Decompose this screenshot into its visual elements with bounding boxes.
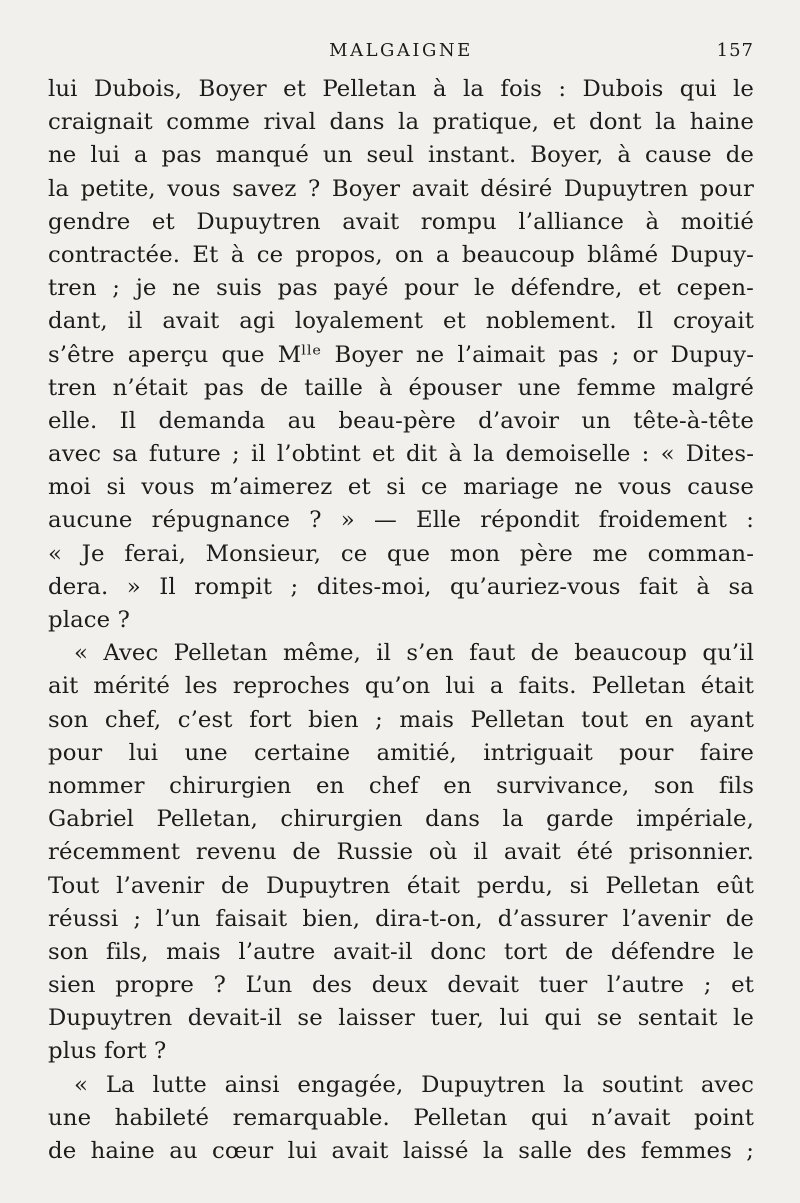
- body-text: [48, 73, 754, 1168]
- text-line: place ?: [48, 607, 130, 633]
- running-title: MALGAIGNE: [329, 40, 473, 61]
- text-line: dera. » Il rompit ; dites-moi, qu’auriez-vous fait à sa: [48, 573, 754, 600]
- text-line: pour lui une certaine amitié, intriguait pour faire: [48, 739, 754, 766]
- text-line: ait mérité les reproches qu’on lui a faits. Pelletan était: [48, 673, 754, 700]
- text-line: elle. Il demanda au beau-père d’avoir un tête-à-tête: [48, 407, 754, 434]
- text-line: s’être aperçu que Mˡˡᵉ Boyer ne l’aimait pas ; or Dupuy-: [48, 341, 754, 368]
- text-line: « Avec Pelletan même, il s’en faut de beaucoup qu’il: [74, 640, 754, 667]
- text-line: « Je ferai, Monsieur, ce que mon père me comman-: [48, 540, 754, 567]
- text-line: nommer chirurgien en chef en survivance, son fils: [48, 772, 754, 799]
- text-line: tren ; je ne suis pas payé pour le défendre, et cepen-: [48, 275, 754, 302]
- text-line: aucune répugnance ? » — Elle répondit froidement :: [48, 507, 754, 534]
- text-line: ne lui a pas manqué un seul instant. Boyer, à cause de: [48, 142, 754, 169]
- text-line: gendre et Dupuytren avait rompu l’alliance à moitié: [48, 208, 754, 235]
- text-line: de haine au cœur lui avait laissé la salle des femmes ;: [48, 1138, 754, 1164]
- page-header: [48, 40, 754, 68]
- text-line: contractée. Et à ce propos, on a beaucoup blâmé Dupuy-: [48, 241, 754, 268]
- text-line: avec sa future ; il l’obtint et dit à la demoiselle : « Dites-: [48, 441, 754, 468]
- text-line: dant, il avait agi loyalement et noblement. Il croyait: [48, 308, 754, 335]
- text-line: Tout l’avenir de Dupuytren était perdu, si Pelletan eût: [48, 872, 754, 899]
- text-line: lui Dubois, Boyer et Pelletan à la fois : Dubois qui le: [48, 76, 754, 102]
- text-line: son chef, c’est fort bien ; mais Pelletan tout en ayant: [48, 706, 754, 733]
- text-line: moi si vous m’aimerez et si ce mariage ne vous cause: [48, 474, 754, 501]
- text-line: « La lutte ainsi engagée, Dupuytren la soutint avec: [74, 1071, 754, 1098]
- text-line: une habileté remarquable. Pelletan qui n’avait point: [48, 1104, 754, 1131]
- text-line: Gabriel Pelletan, chirurgien dans la garde impériale,: [48, 806, 754, 833]
- text-line: craignait comme rival dans la pratique, et dont la haine: [48, 109, 754, 136]
- page-number: 157: [716, 40, 754, 61]
- text-line: Dupuytren devait-il se laisser tuer, lui qui se sentait le: [48, 1005, 754, 1032]
- text-line: son fils, mais l’autre avait-il donc tort de défendre le: [48, 938, 754, 965]
- text-line: réussi ; l’un faisait bien, dira-t-on, d’assurer l’avenir de: [48, 905, 754, 932]
- text-line: tren n’était pas de taille à épouser une femme malgré: [48, 374, 754, 401]
- text-line: sien propre ? L’un des deux devait tuer l’autre ; et: [48, 972, 754, 999]
- text-line: la petite, vous savez ? Boyer avait désiré Dupuytren pour: [48, 175, 754, 202]
- text-line: récemment revenu de Russie où il avait été prisonnier.: [48, 839, 754, 866]
- text-line: plus fort ?: [48, 1038, 167, 1065]
